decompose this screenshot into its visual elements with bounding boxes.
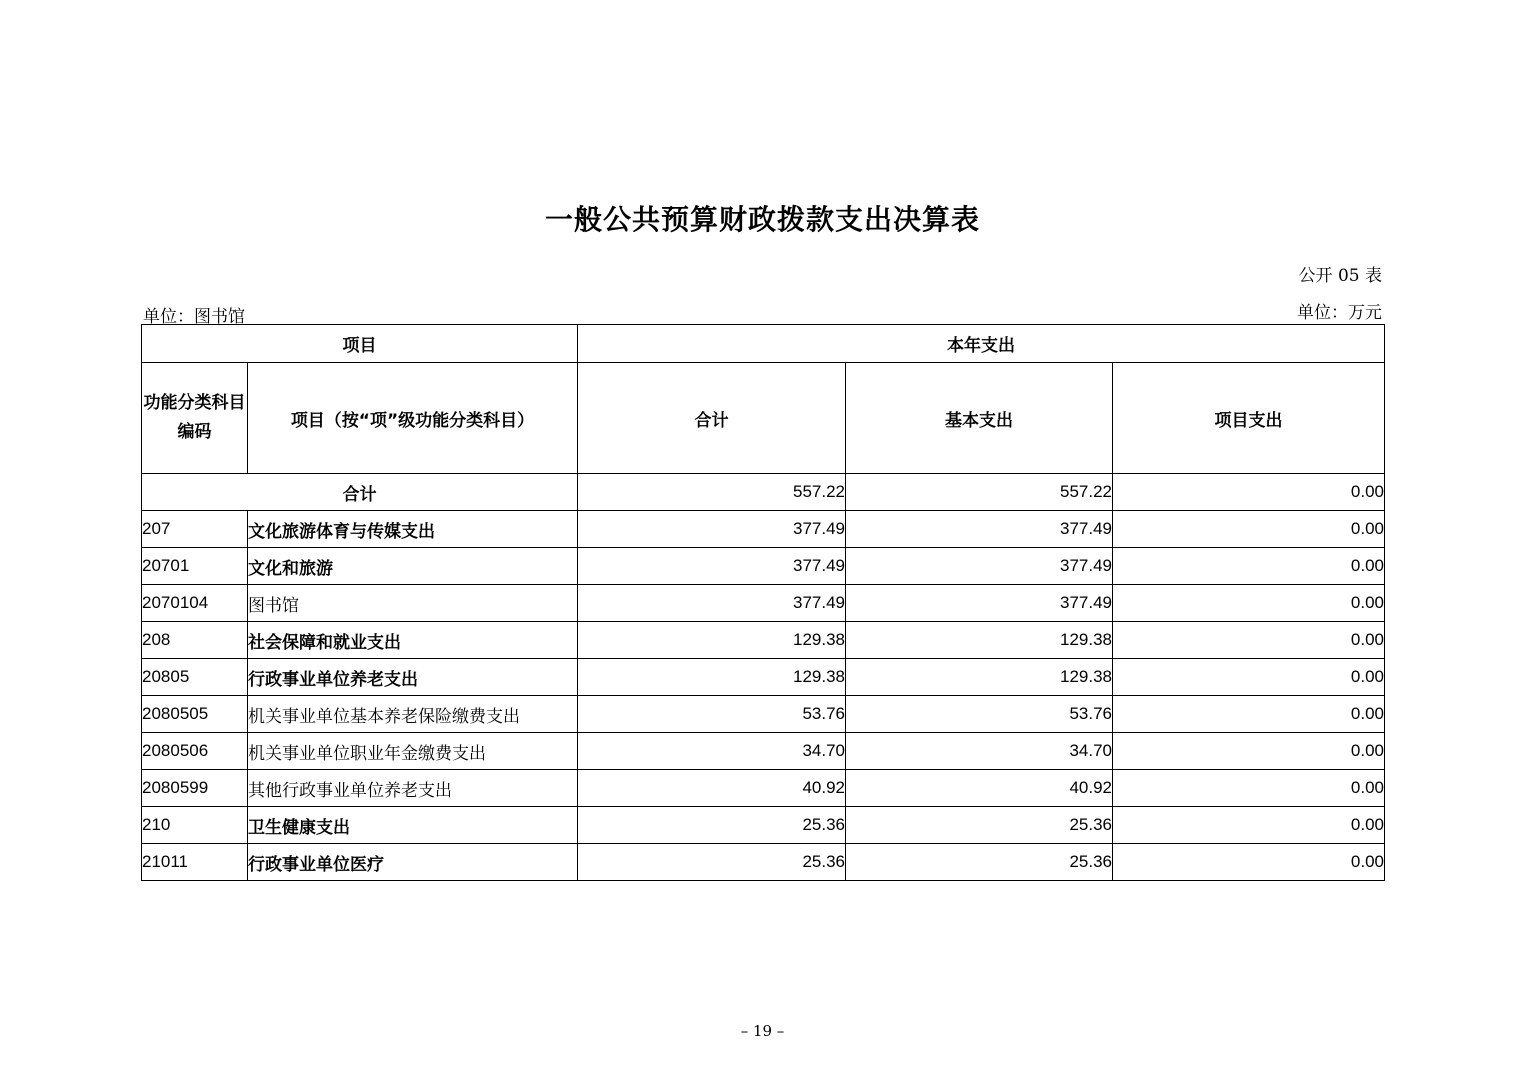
basic-cell: 129.38 <box>846 659 1113 696</box>
name-cell: 机关事业单位基本养老保险缴费支出 <box>248 696 578 733</box>
project-cell: 0.00 <box>1113 696 1385 733</box>
total-cell: 25.36 <box>578 807 846 844</box>
basic-cell: 377.49 <box>846 511 1113 548</box>
name-cell: 其他行政事业单位养老支出 <box>248 770 578 807</box>
total-cell: 129.38 <box>578 659 846 696</box>
name-cell: 社会保障和就业支出 <box>248 622 578 659</box>
basic-cell: 40.92 <box>846 770 1113 807</box>
total-basic-cell: 557.22 <box>846 474 1113 511</box>
table-row <box>142 807 1385 844</box>
table-row <box>142 585 1385 622</box>
basic-cell: 34.70 <box>846 733 1113 770</box>
table-row <box>142 659 1385 696</box>
project-cell: 0.00 <box>1113 659 1385 696</box>
basic-cell: 25.36 <box>846 807 1113 844</box>
total-project-cell: 0.00 <box>1113 474 1385 511</box>
total-cell: 53.76 <box>578 696 846 733</box>
basic-cell: 53.76 <box>846 696 1113 733</box>
code-cell: 207 <box>142 511 248 548</box>
basic-cell: 25.36 <box>846 844 1113 881</box>
project-cell: 0.00 <box>1113 585 1385 622</box>
table-row <box>142 622 1385 659</box>
header-row-2 <box>142 363 1385 474</box>
header-current-year-expense: 本年支出 <box>578 325 1385 363</box>
table-row <box>142 696 1385 733</box>
code-cell: 20701 <box>142 548 248 585</box>
code-cell: 210 <box>142 807 248 844</box>
total-row <box>142 474 1385 511</box>
basic-cell: 377.49 <box>846 548 1113 585</box>
header-basic-expense: 基本支出 <box>846 363 1113 474</box>
name-cell: 图书馆 <box>248 585 578 622</box>
page-number: – 19 – <box>740 1022 785 1040</box>
unit-currency: 单位：万元 <box>1297 303 1382 323</box>
code-cell: 2070104 <box>142 585 248 622</box>
table-row <box>142 770 1385 807</box>
project-cell: 0.00 <box>1113 548 1385 585</box>
total-cell: 25.36 <box>578 844 846 881</box>
name-cell: 文化和旅游 <box>248 548 578 585</box>
unit-organization: 单位：图书馆 <box>143 307 245 327</box>
header-function-code: 功能分类科目编码 <box>142 363 248 474</box>
header-project-name: 项目（按“项”级功能分类科目） <box>248 363 578 474</box>
code-cell: 2080599 <box>142 770 248 807</box>
project-cell: 0.00 <box>1113 511 1385 548</box>
header-total: 合计 <box>578 363 846 474</box>
code-cell: 21011 <box>142 844 248 881</box>
name-cell: 文化旅游体育与传媒支出 <box>248 511 578 548</box>
total-cell: 40.92 <box>578 770 846 807</box>
project-cell: 0.00 <box>1113 733 1385 770</box>
total-sum-cell: 557.22 <box>578 474 846 511</box>
code-cell: 208 <box>142 622 248 659</box>
project-cell: 0.00 <box>1113 807 1385 844</box>
project-cell: 0.00 <box>1113 622 1385 659</box>
header-row-1 <box>142 325 1385 363</box>
total-cell: 129.38 <box>578 622 846 659</box>
total-cell: 377.49 <box>578 511 846 548</box>
name-cell: 卫生健康支出 <box>248 807 578 844</box>
header-project: 项目 <box>142 325 578 363</box>
name-cell: 机关事业单位职业年金缴费支出 <box>248 733 578 770</box>
code-cell: 20805 <box>142 659 248 696</box>
form-number: 公开 05 表 <box>1298 266 1382 286</box>
page-title: 一般公共预算财政拨款支出决算表 <box>544 203 980 236</box>
name-cell: 行政事业单位养老支出 <box>248 659 578 696</box>
total-cell: 377.49 <box>578 585 846 622</box>
table-row <box>142 733 1385 770</box>
basic-cell: 129.38 <box>846 622 1113 659</box>
name-cell: 行政事业单位医疗 <box>248 844 578 881</box>
header-project-expense: 项目支出 <box>1113 363 1385 474</box>
project-cell: 0.00 <box>1113 770 1385 807</box>
expense-table <box>141 324 1385 881</box>
table-row <box>142 511 1385 548</box>
code-cell: 2080506 <box>142 733 248 770</box>
total-cell: 34.70 <box>578 733 846 770</box>
total-cell: 377.49 <box>578 548 846 585</box>
table-row <box>142 844 1385 881</box>
project-cell: 0.00 <box>1113 844 1385 881</box>
code-cell: 2080505 <box>142 696 248 733</box>
table-row <box>142 548 1385 585</box>
total-label: 合计 <box>142 474 578 511</box>
basic-cell: 377.49 <box>846 585 1113 622</box>
